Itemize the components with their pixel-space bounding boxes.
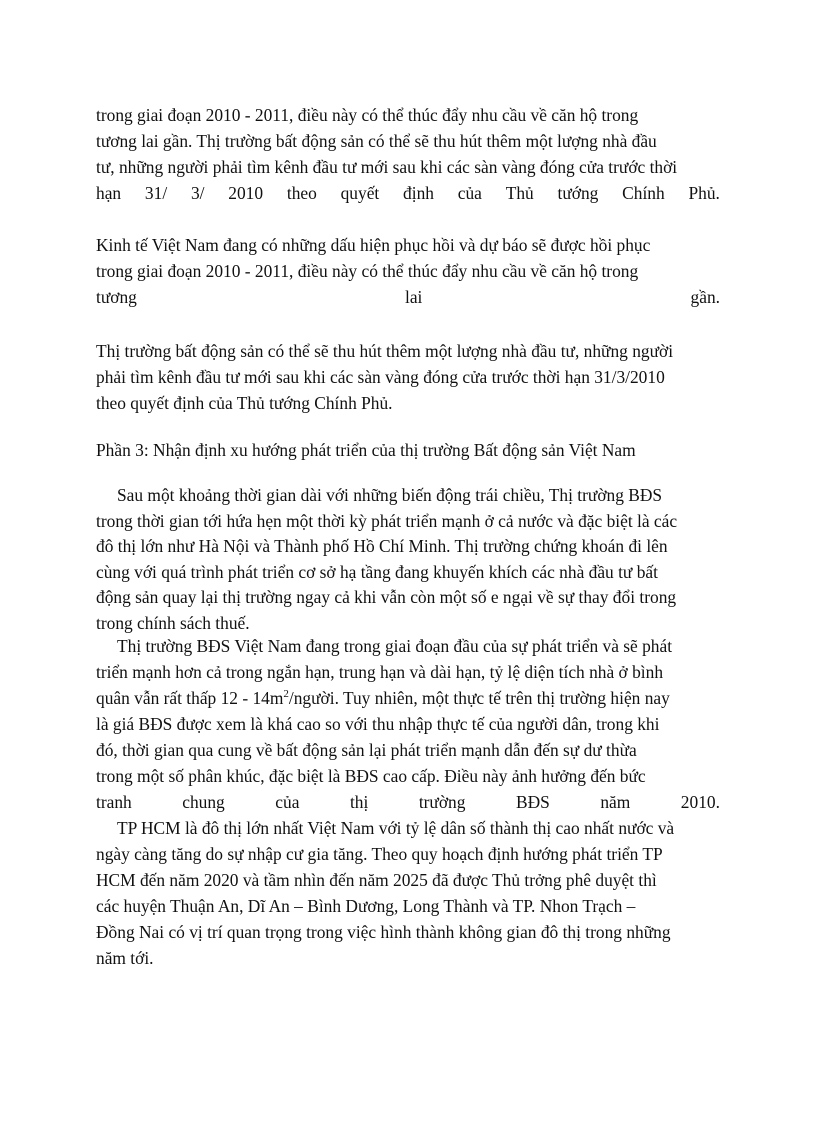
paragraph-2-line: Kinh tế Việt Nam đang có những dấu hiện phục hồi và dự báo sẽ được hồi phục [96, 235, 651, 255]
paragraph-6-line: HCM đến năm 2020 và tầm nhìn đến năm 2025 đã được Thủ trởng phê duyệt thì [96, 870, 657, 890]
paragraph-1-line: trong giai đoạn 2010 - 2011, điều này có thể thúc đẩy nhu cầu về căn hộ trong [96, 105, 639, 125]
paragraph-5-line: là giá BĐS được xem là khá cao so với thu nhập thực tế của người dân, trong khi [96, 714, 660, 734]
paragraph-1-line-justified: hạn 31/ 3/ 2010 theo quyết định của Thủ tướng Chính Phủ. [96, 183, 720, 203]
paragraph-6-line: ngày càng tăng do sự nhập cư gia tăng. Theo quy hoạch định hướng phát triển TP [96, 844, 663, 864]
paragraph-4-line: động sản quay lại thị trường ngay cả khi vẫn còn một số e ngại về sự thay đổi trong [96, 587, 677, 607]
section-heading: Phần 3: Nhận định xu hướng phát triển của thị trường Bất động sản Việt Nam [96, 440, 636, 460]
paragraph-6-line: Đồng Nai có vị trí quan trọng trong việc hình thành không gian đô thị trong những [96, 922, 671, 942]
paragraph-4-line: đô thị lớn như Hà Nội và Thành phố Hồ Chí Minh. Thị trường chứng khoán đi lên [96, 536, 668, 556]
paragraph-5-line-justified: tranh chung của thị trường BĐS năm 2010. [96, 792, 720, 812]
paragraph-5-line: Thị trường BĐS Việt Nam đang trong giai đoạn đầu của sự phát triển và sẽ phát [117, 636, 673, 656]
paragraph-1-line: tương lai gần. Thị trường bất động sản có thể sẽ thu hút thêm một lượng nhà đầu [96, 131, 657, 151]
paragraph-3-line: phải tìm kênh đầu tư mới sau khi các sàn vàng đóng cửa trước thời hạn 31/3/2010 [96, 367, 665, 387]
paragraph-1-line: tư, những người phải tìm kênh đầu tư mới sau khi các sàn vàng đóng cửa trước thời [96, 157, 678, 177]
paragraph-5-line: trong một số phân khúc, đặc biệt là BĐS cao cấp. Điều này ảnh hưởng đến bức [96, 766, 646, 786]
paragraph-6-line: các huyện Thuận An, Dĩ An – Bình Dương, Long Thành và TP. Nhon Trạch – [96, 896, 636, 916]
paragraph-2-line-justified: tương lai gần. [96, 287, 720, 307]
paragraph-6-line: TP HCM là đô thị lớn nhất Việt Nam với tỷ lệ dân số thành thị cao nhất nước và [117, 818, 675, 838]
paragraph-6-line: năm tới. [96, 948, 154, 968]
paragraph-4-line: trong chính sách thuế. [96, 613, 250, 633]
paragraph-3-line: theo quyết định của Thủ tướng Chính Phủ. [96, 393, 393, 413]
paragraph-4-line: Sau một khoảng thời gian dài với những biến động trái chiều, Thị trường BĐS [117, 485, 663, 505]
paragraph-5-line: đó, thời gian qua cung về bất động sản lại phát triển mạnh dẫn đến sự dư thừa [96, 740, 637, 760]
paragraph-4-line: cùng với quá trình phát triển cơ sở hạ tầng đang khuyến khích các nhà đầu tư bất [96, 562, 658, 582]
paragraph-5-line: triển mạnh hơn cả trong ngắn hạn, trung hạn và dài hạn, tỷ lệ diện tích nhà ở bình [96, 662, 664, 682]
paragraph-3-line: Thị trường bất động sản có thể sẽ thu hút thêm một lượng nhà đầu tư, những người [96, 341, 674, 361]
paragraph-2-line: trong giai đoạn 2010 - 2011, điều này có thể thúc đẩy nhu cầu về căn hộ trong [96, 261, 639, 281]
paragraph-4-line: trong thời gian tới hứa hẹn một thời kỳ phát triển mạnh ở cả nước và đặc biệt là các [96, 511, 678, 531]
paragraph-5-line: quân vẫn rất thấp $12 - 14m^2$/người. Tuy nhiên, một thực tế trên thị trường hiện nay [96, 688, 670, 708]
